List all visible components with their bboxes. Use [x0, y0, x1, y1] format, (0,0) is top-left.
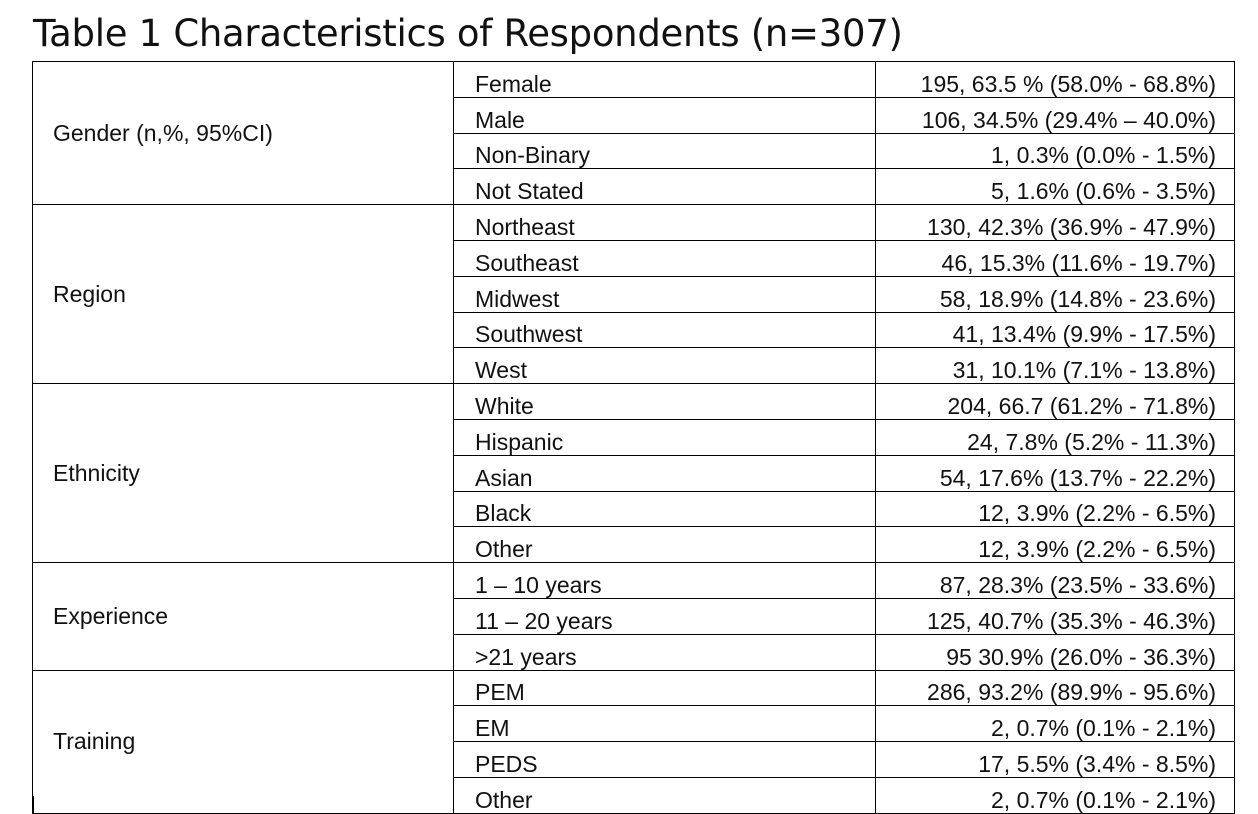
- value-cell: 1, 0.3% (0.0% - 1.5%): [876, 133, 1235, 169]
- subcategory-cell: Northeast: [454, 205, 876, 241]
- value-cell: 24, 7.8% (5.2% - 11.3%): [876, 419, 1235, 455]
- category-cell: Gender (n,%, 95%CI): [33, 62, 454, 205]
- value-cell: 17, 5.5% (3.4% - 8.5%): [876, 742, 1235, 778]
- value-cell: 130, 42.3% (36.9% - 47.9%): [876, 205, 1235, 241]
- subcategory-cell: >21 years: [454, 634, 876, 670]
- value-cell: 87, 28.3% (23.5% - 33.6%): [876, 563, 1235, 599]
- table-body: [33, 62, 1235, 814]
- subcategory-cell: 1 – 10 years: [454, 563, 876, 599]
- category-cell: Ethnicity: [33, 384, 454, 563]
- table-row: [33, 384, 1235, 420]
- subcategory-cell: Non-Binary: [454, 133, 876, 169]
- table-row: [33, 670, 1235, 706]
- subcategory-cell: 11 – 20 years: [454, 598, 876, 634]
- subcategory-cell: West: [454, 348, 876, 384]
- value-cell: 5, 1.6% (0.6% - 3.5%): [876, 169, 1235, 205]
- value-cell: 95 30.9% (26.0% - 36.3%): [876, 634, 1235, 670]
- value-cell: 46, 15.3% (11.6% - 19.7%): [876, 240, 1235, 276]
- subcategory-cell: Southwest: [454, 312, 876, 348]
- table-row: [33, 205, 1235, 241]
- table-row: [33, 62, 1235, 98]
- value-cell: 12, 3.9% (2.2% - 6.5%): [876, 527, 1235, 563]
- subcategory-cell: White: [454, 384, 876, 420]
- subcategory-cell: Asian: [454, 455, 876, 491]
- text-cursor: [32, 796, 34, 814]
- value-cell: 2, 0.7% (0.1% - 2.1%): [876, 777, 1235, 813]
- subcategory-cell: Male: [454, 97, 876, 133]
- value-cell: 286, 93.2% (89.9% - 95.6%): [876, 670, 1235, 706]
- subcategory-cell: EM: [454, 706, 876, 742]
- value-cell: 195, 63.5 % (58.0% - 68.8%): [876, 62, 1235, 98]
- subcategory-cell: PEM: [454, 670, 876, 706]
- subcategory-cell: Female: [454, 62, 876, 98]
- value-cell: 2, 0.7% (0.1% - 2.1%): [876, 706, 1235, 742]
- subcategory-cell: Black: [454, 491, 876, 527]
- value-cell: 12, 3.9% (2.2% - 6.5%): [876, 491, 1235, 527]
- table-row: [33, 563, 1235, 599]
- value-cell: 58, 18.9% (14.8% - 23.6%): [876, 276, 1235, 312]
- subcategory-cell: Other: [454, 527, 876, 563]
- category-cell: Region: [33, 205, 454, 384]
- value-cell: 41, 13.4% (9.9% - 17.5%): [876, 312, 1235, 348]
- table-title: Table 1 Characteristics of Respondents (n=307): [33, 12, 903, 55]
- value-cell: 125, 40.7% (35.3% - 46.3%): [876, 598, 1235, 634]
- category-cell: Experience: [33, 563, 454, 670]
- subcategory-cell: Southeast: [454, 240, 876, 276]
- subcategory-cell: PEDS: [454, 742, 876, 778]
- value-cell: 204, 66.7 (61.2% - 71.8%): [876, 384, 1235, 420]
- value-cell: 54, 17.6% (13.7% - 22.2%): [876, 455, 1235, 491]
- value-cell: 31, 10.1% (7.1% - 13.8%): [876, 348, 1235, 384]
- subcategory-cell: Other: [454, 777, 876, 813]
- characteristics-table: [32, 61, 1235, 814]
- value-cell: 106, 34.5% (29.4% – 40.0%): [876, 97, 1235, 133]
- category-cell: Training: [33, 670, 454, 813]
- subcategory-cell: Not Stated: [454, 169, 876, 205]
- subcategory-cell: Hispanic: [454, 419, 876, 455]
- subcategory-cell: Midwest: [454, 276, 876, 312]
